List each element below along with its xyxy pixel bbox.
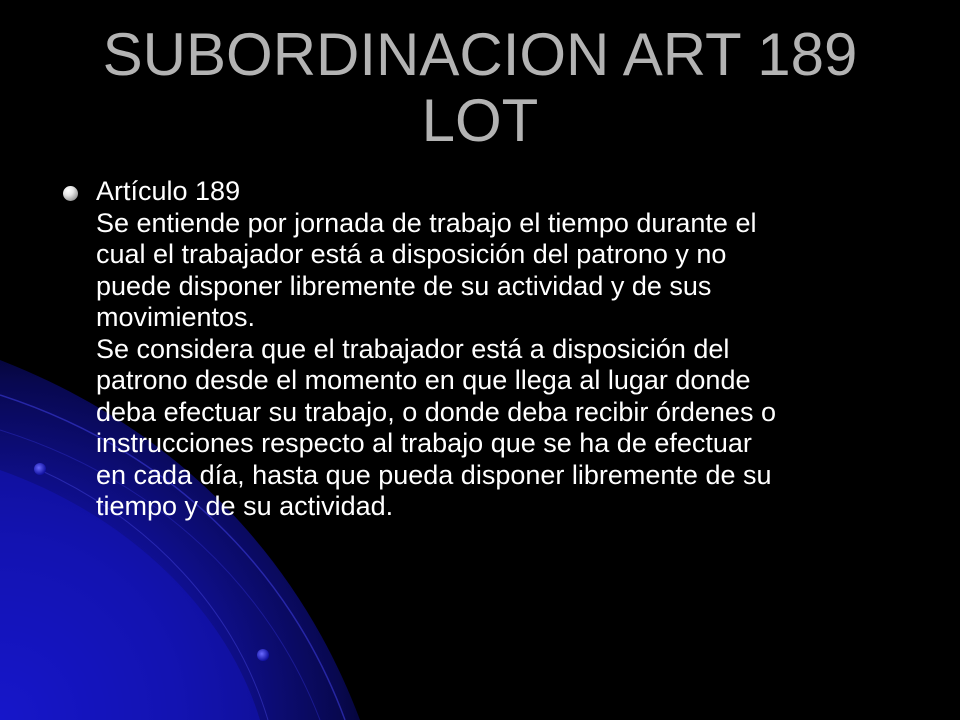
title-line-2: LOT	[421, 87, 539, 154]
body-text-line: movimientos.	[96, 302, 256, 332]
body-bullet-list	[60, 176, 910, 523]
body-text-line: tiempo y de su actividad.	[96, 491, 394, 521]
slide-title	[60, 22, 900, 154]
blue-dot-1	[34, 463, 46, 475]
bullet-item-articulo-189	[60, 176, 910, 523]
body-text-line: cual el trabajador está a disposición del patrono y no	[96, 239, 727, 269]
body-text-line: Se entiende por jornada de trabajo el tiempo durante el	[96, 207, 757, 238]
bullet-dot-icon	[63, 186, 78, 201]
body-text-line: puede disponer libremente de su actividad y de sus	[96, 270, 712, 301]
body-text-line: en cada día, hasta que pueda disponer libremente de su	[96, 459, 772, 490]
body-text-line: Se considera que el trabajador está a disposición del	[96, 333, 730, 364]
bullet-heading: Artículo 189	[96, 176, 241, 206]
body-text-line: instrucciones respecto al trabajo que se ha de efectuar	[96, 428, 752, 458]
body-text-line: deba efectuar su trabajo, o donde deba recibir órdenes o	[96, 396, 776, 427]
blue-dot-2	[257, 649, 269, 661]
title-line-1: SUBORDINACION ART 189	[102, 21, 858, 88]
body-text-line: patrono desde el momento en que llega al lugar donde	[96, 365, 751, 395]
